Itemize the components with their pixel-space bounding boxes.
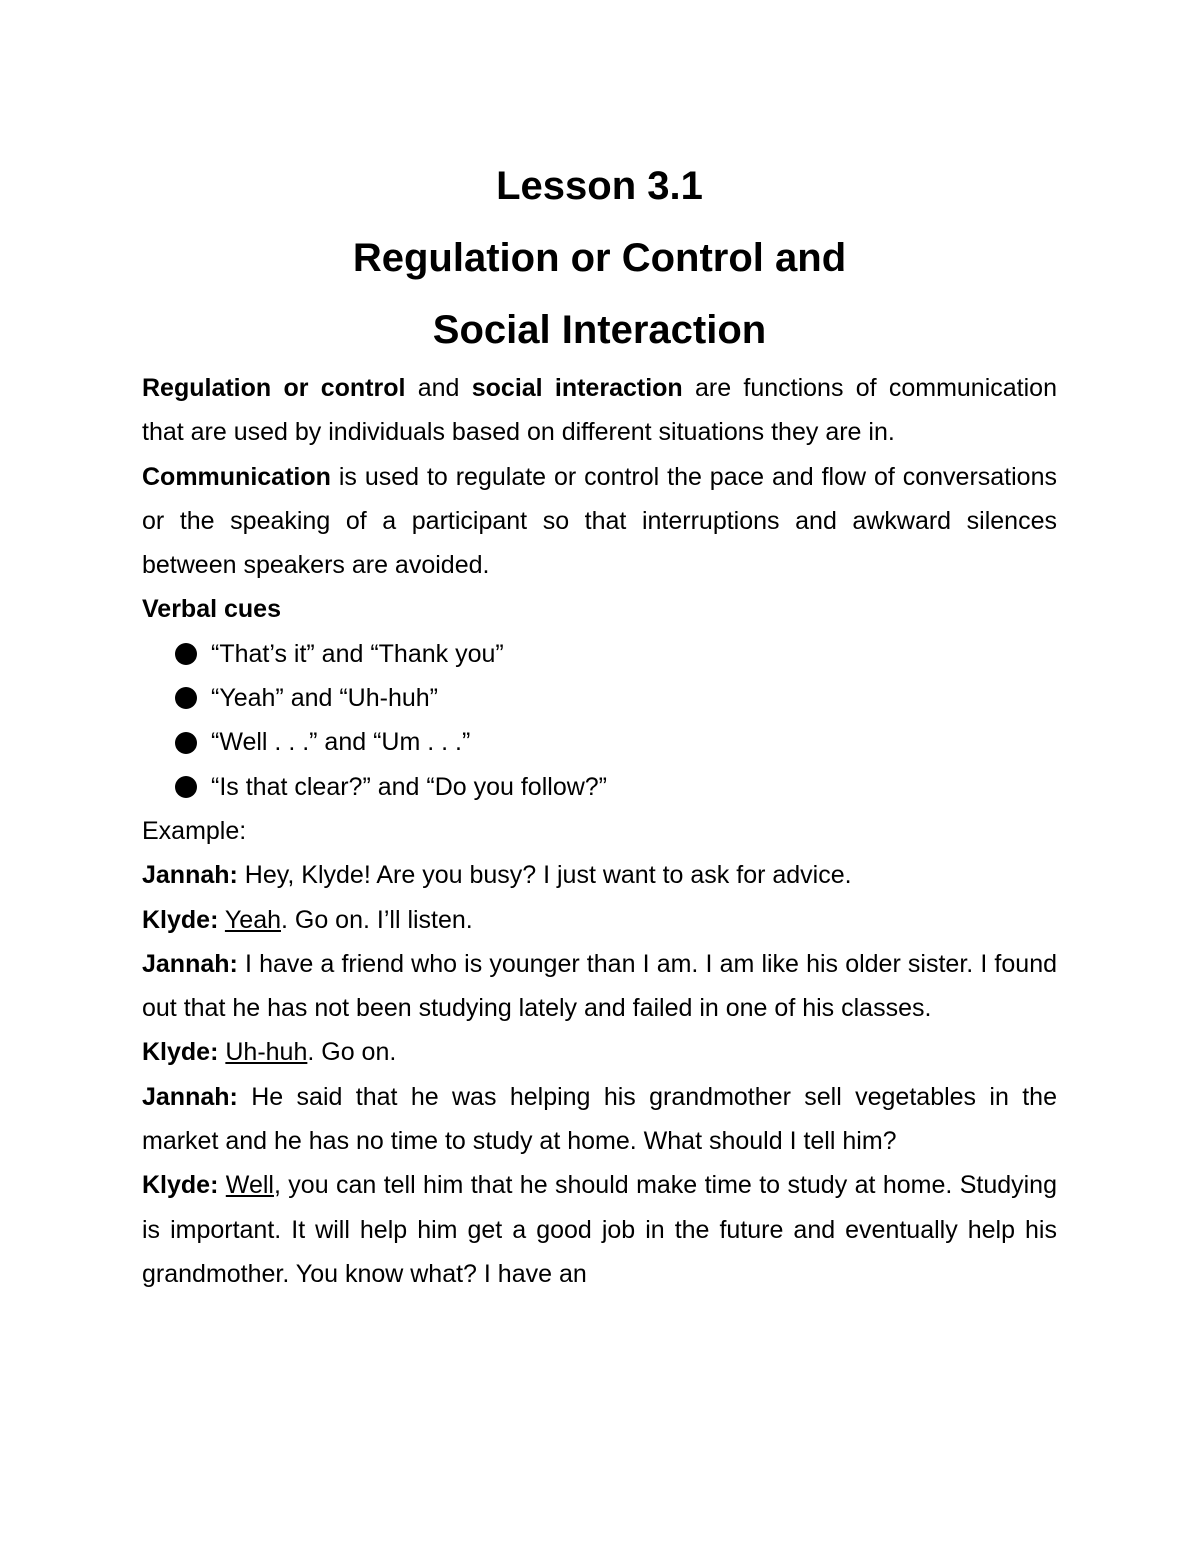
cue-text: “Yeah” and “Uh-huh” — [211, 684, 438, 713]
dialogue-text: , you can tell him that he should make time to study at home. Studying is important. It will help him get a good job in the future and eventually help his grandmother. You know what? I have an — [142, 1171, 1057, 1288]
list-item — [175, 720, 1057, 764]
communication-paragraph — [142, 455, 1057, 588]
speaker-name: Klyde: — [142, 1171, 219, 1200]
bullet-icon — [175, 732, 197, 754]
dialogue-text: Hey, Klyde! Are you busy? I just want to ask for advice. — [237, 861, 852, 890]
dialogue-line — [142, 853, 1057, 897]
bullet-icon — [175, 687, 197, 709]
bullet-icon — [175, 776, 197, 798]
dialogue-line — [142, 1163, 1057, 1296]
dialogue-line — [142, 942, 1057, 1031]
page-content — [142, 150, 1057, 1296]
dialogue-text: . Go on. — [307, 1038, 397, 1067]
term-regulation: Regulation or control — [142, 374, 406, 402]
verbal-cue-underlined: Yeah — [224, 905, 281, 934]
dialogue-text: He said that he was helping his grandmother sell vegetables in the market and he has no time to study at home. What should I tell him? — [142, 1082, 1057, 1156]
cue-text: “Is that clear?” and “Do you follow?” — [211, 772, 608, 801]
lesson-title-line2: Social Interaction — [432, 308, 767, 352]
dialogue-line — [142, 898, 1057, 942]
cue-text: “That’s it” and “Thank you” — [211, 639, 504, 668]
communication-rest: is used to regulate or control the pace and flow of conversations or the speaking of a participant so that interruptions and awkward silences between speakers are avoided. — [142, 462, 1057, 580]
verbal-cue-underlined: Well — [225, 1171, 274, 1200]
example-label: Example: — [142, 816, 247, 845]
lesson-body — [142, 366, 1057, 1296]
intro-paragraph — [142, 366, 1057, 455]
list-item — [175, 765, 1057, 809]
intro-rest: are functions of communication that are used by individuals based on different situations they are in. — [142, 374, 1057, 447]
speaker-name: Jannah: — [142, 949, 238, 978]
verbal-cue-underlined: Uh-huh — [225, 1038, 308, 1067]
term-social-interaction: social interaction — [471, 374, 683, 402]
intro-and: and — [405, 374, 472, 402]
speaker-name: Jannah: — [142, 1082, 238, 1111]
speaker-name: Klyde: — [142, 905, 219, 934]
cue-text: “Well . . .” and “Um . . .” — [211, 728, 471, 757]
dialogue-line — [142, 1030, 1057, 1074]
lesson-number-title: Lesson 3.1 — [496, 164, 703, 208]
list-item — [175, 632, 1057, 676]
speaker-name: Jannah: — [142, 861, 238, 890]
dialogue-text: I have a friend who is younger than I am. I am like his older sister. I found out that he has not been studying lately and failed in one of his classes. — [142, 949, 1057, 1023]
lesson-title-line1: Regulation or Control and — [352, 236, 847, 280]
list-item — [175, 676, 1057, 720]
dialogue-line — [142, 1075, 1057, 1164]
bullet-icon — [175, 643, 197, 665]
speaker-name: Klyde: — [142, 1038, 219, 1067]
verbal-cues-heading: Verbal cues — [142, 595, 281, 624]
dialogue-text: . Go on. I’ll listen. — [281, 905, 473, 934]
verbal-cues-list — [142, 632, 1057, 809]
term-communication: Communication — [142, 462, 331, 491]
